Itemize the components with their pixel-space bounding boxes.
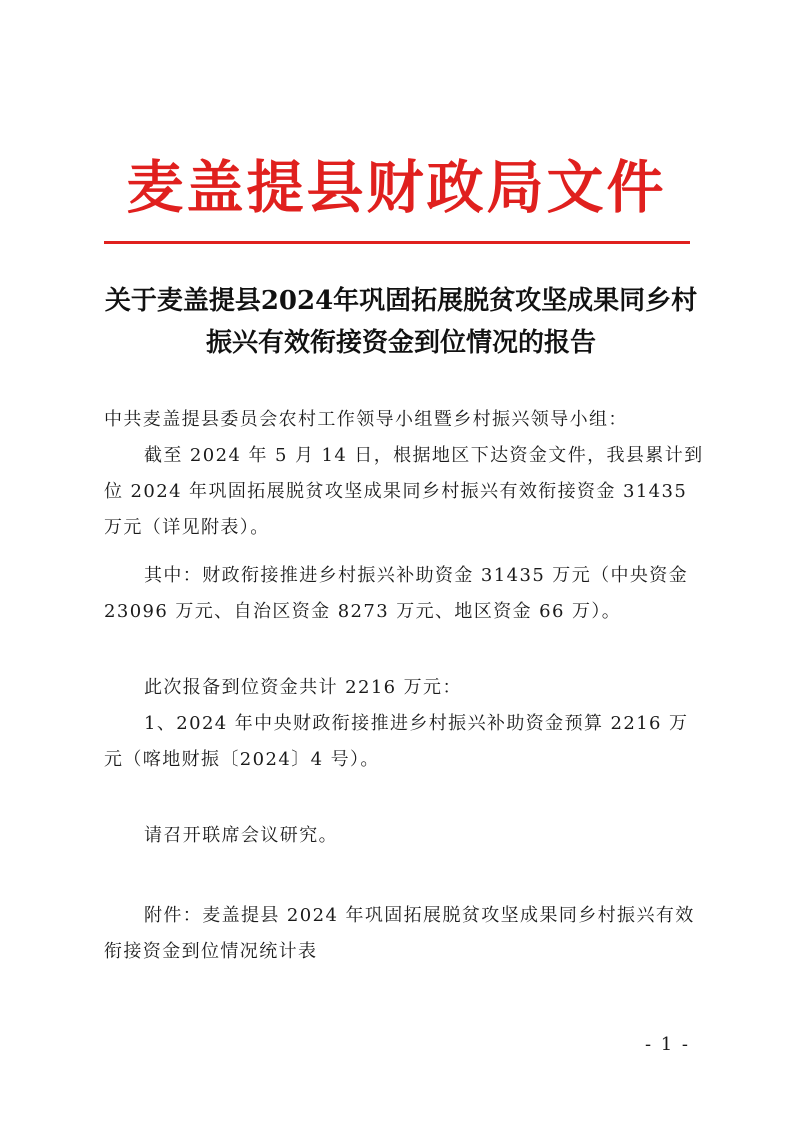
document-header-title: 麦盖提县财政局文件: [126, 154, 667, 221]
paragraph-request: 请召开联席会议研究。: [144, 825, 338, 846]
document-title: 关于麦盖提县2024年巩固拓展脱贫攻坚成果同乡村振兴有效衔接资金到位情况的报告: [104, 286, 698, 358]
page-number: - 1 -: [644, 1034, 690, 1055]
paragraph-item-1: 1、2024 年中央财政衔接推进乡村振兴补助资金预算 2216 万元（喀地财振〔2024〕4 号）。: [104, 713, 689, 770]
paragraph-funds-total: 截至 2024 年 5 月 14 日，根据地区下达资金文件，我县累计到位 2024 年巩固拓展脱贫攻坚成果同乡村振兴有效衔接资金 31435 万元（详见附表）。: [104, 445, 704, 538]
paragraph-attachment: 附件：麦盖提县 2024 年巩固拓展脱贫攻坚成果同乡村振兴有效衔接资金到位情况统计表: [104, 905, 695, 962]
header-red-rule: [104, 241, 690, 244]
paragraph-funds-breakdown: 其中：财政衔接推进乡村振兴补助资金 31435 万元（中央资金 23096 万元、自治区资金 8273 万元、地区资金 66 万）。: [104, 565, 689, 622]
paragraph-report-total: 此次报备到位资金共计 2216 万元：: [144, 677, 462, 698]
salutation: 中共麦盖提县委员会农村工作领导小组暨乡村振兴领导小组：: [104, 409, 628, 430]
